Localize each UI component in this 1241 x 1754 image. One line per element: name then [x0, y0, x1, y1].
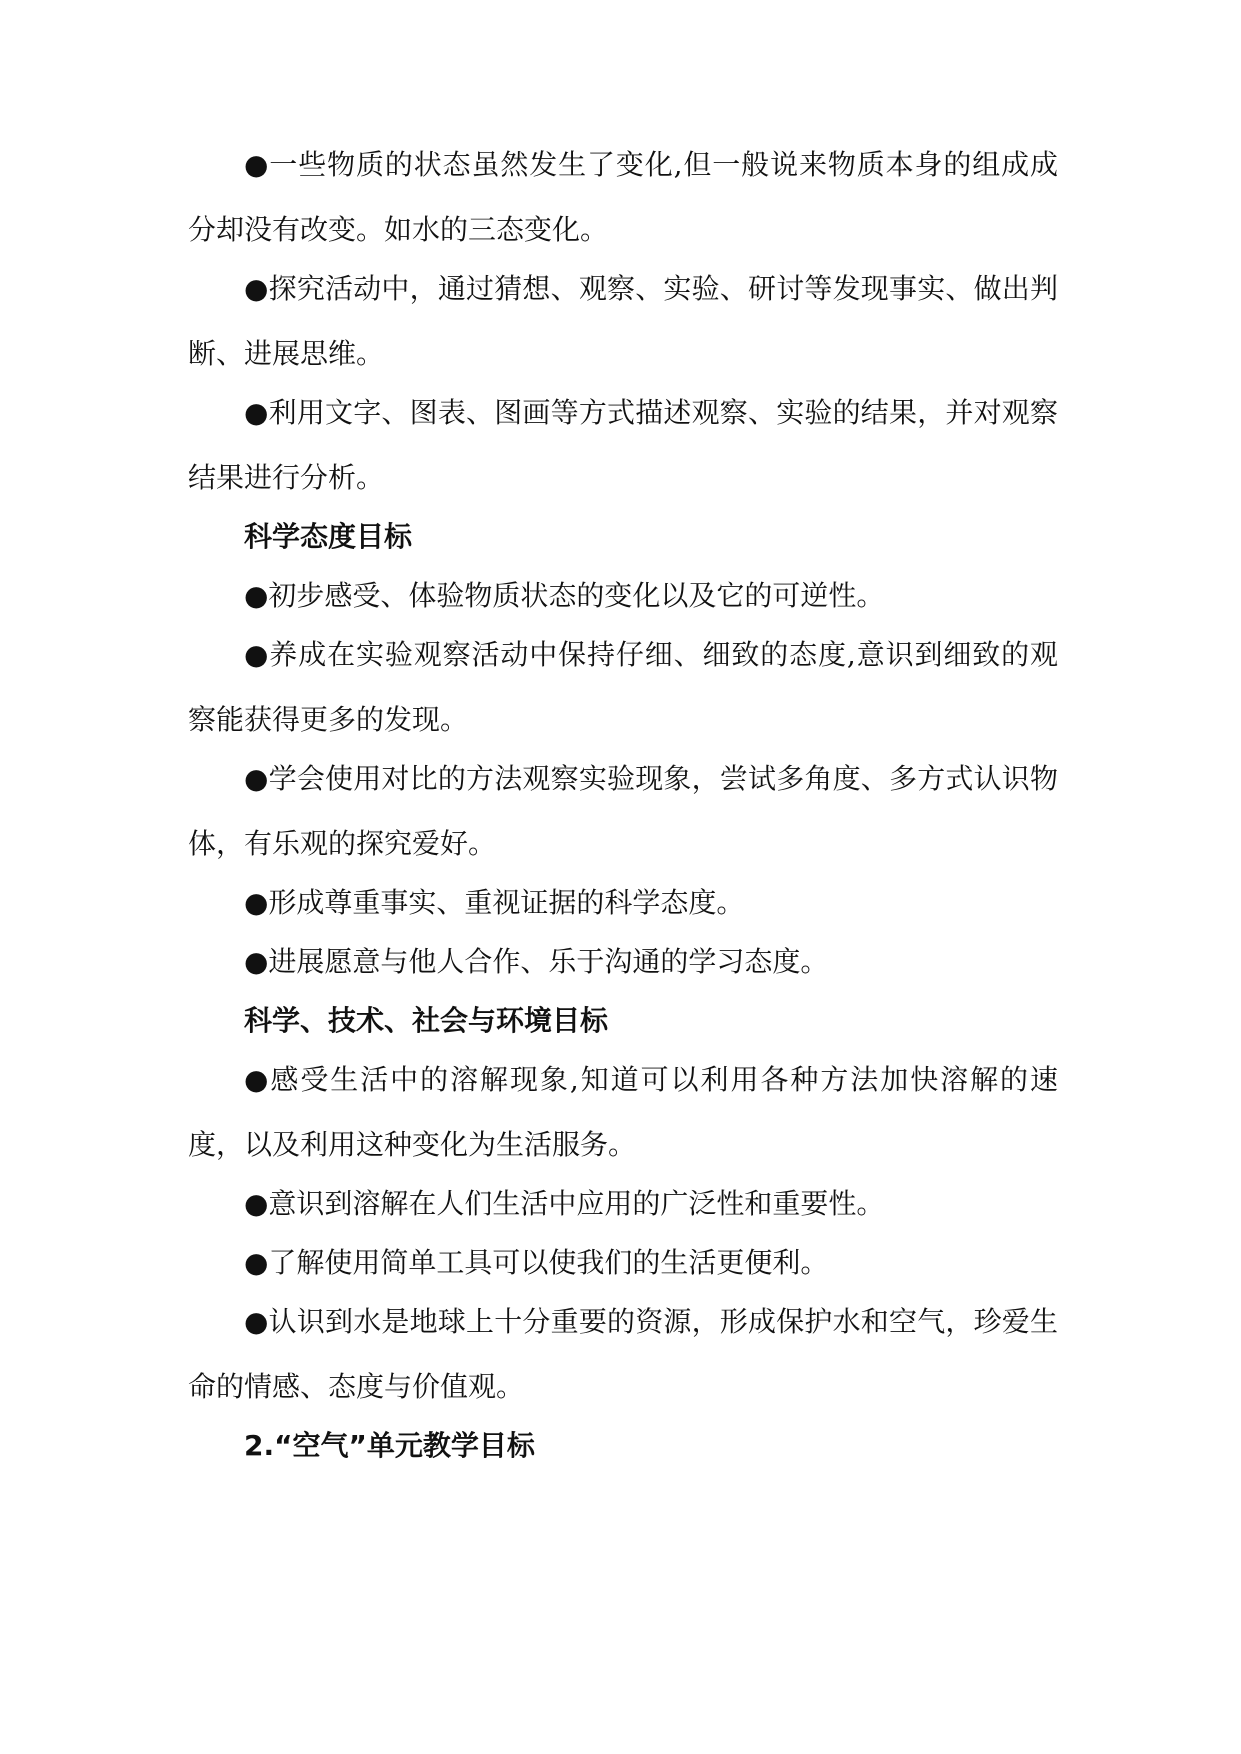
paragraph-dissolution-importance: ●意识到溶解在人们生活中应用的广泛性和重要性。: [244, 1187, 885, 1220]
paragraph-simple-tools: ●了解使用简单工具可以使我们的生活更便利。: [244, 1246, 829, 1279]
paragraph-inquiry-activities: ●探究活动中，通过猜想、观察、实验、研讨等发现事实、做出判断、进展思维。: [188, 272, 1058, 370]
paragraph-state-change-composition: ●一些物质的状态虽然发生了变化,但一般说来物质本身的组成成分却没有改变。如水的三态变化。: [188, 148, 1058, 246]
paragraph-cooperation: ●进展愿意与他人合作、乐于沟通的学习态度。: [244, 945, 829, 978]
paragraph-comparison-method: ●学会使用对比的方法观察实验现象，尝试多角度、多方式认识物体，有乐观的探究爱好。: [188, 762, 1058, 860]
paragraph-careful-observation: ●养成在实验观察活动中保持仔细、细致的态度,意识到细致的观察能获得更多的发现。: [188, 638, 1058, 736]
paragraph-respect-facts: ●形成尊重事实、重视证据的科学态度。: [244, 886, 745, 919]
objectives-text-body: [188, 132, 1058, 1478]
paragraph-reversibility: ●初步感受、体验物质状态的变化以及它的可逆性。: [244, 579, 885, 612]
paragraph-dissolution-phenomena: ●感受生活中的溶解现象,知道可以利用各种方法加快溶解的速度，以及利用这种变化为生活服务。: [188, 1063, 1058, 1161]
heading-science-attitude-goals: 科学态度目标: [244, 520, 413, 553]
paragraph-describe-results: ●利用文字、图表、图画等方式描述观察、实验的结果，并对观察结果进行分析。: [188, 396, 1058, 494]
heading-air-unit-goals: 2.“空气”单元教学目标: [244, 1429, 535, 1462]
heading-stse-goals: 科学、技术、社会与环境目标: [244, 1004, 609, 1037]
paragraph-water-resources: ●认识到水是地球上十分重要的资源，形成保护水和空气，珍爱生命的情感、态度与价值观。: [188, 1305, 1058, 1403]
